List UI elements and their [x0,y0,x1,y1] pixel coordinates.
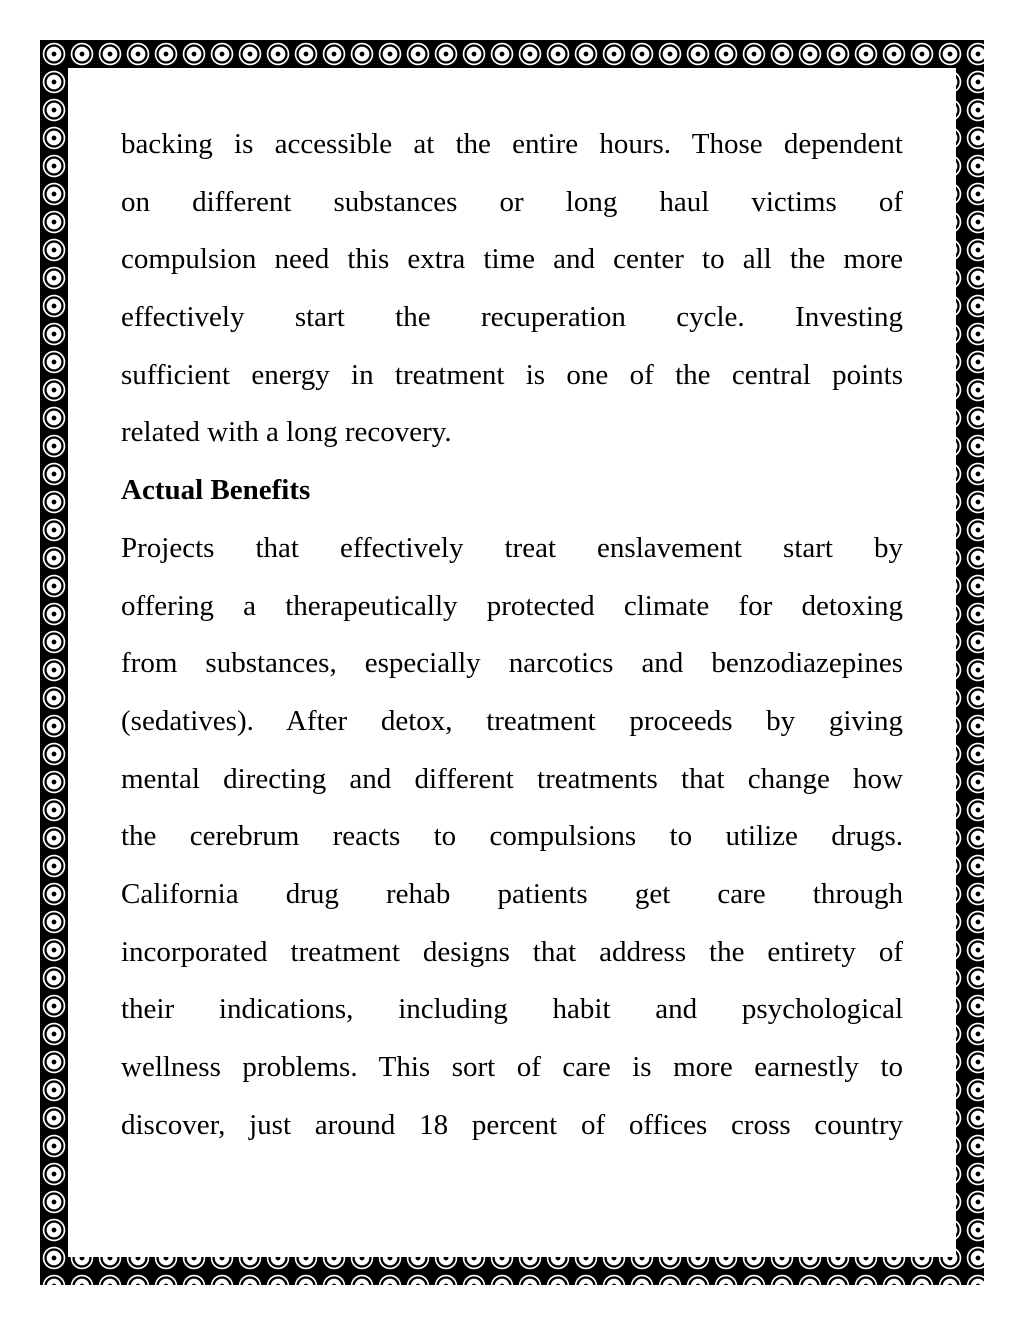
text-line: Projects that effectively treat enslavement start by [121,531,903,564]
paragraph-1 [121,116,903,462]
text-line: wellness problems. This sort of care is more earnestly to [121,1051,903,1084]
text-line: incorporated treatment designs that address the entirety of [121,935,903,968]
section-heading: Actual Benefits [121,474,311,507]
paragraph-2 [121,520,903,1155]
text-line: compulsion need this extra time and center to all the more [121,243,903,276]
document-body [121,116,903,1154]
text-line: backing is accessible at the entire hours. Those dependent [121,128,903,160]
text-line: their indications, including habit and psychological [121,993,903,1026]
text-line: (sedatives). After detox, treatment proceeds by giving [121,704,903,737]
text-line: on different substances or long haul victims of [121,185,903,218]
text-line: from substances, especially narcotics and benzodiazepines [121,647,903,680]
text-line: California drug rehab patients get care through [121,877,903,910]
text-line: offering a therapeutically protected climate for detoxing [121,589,903,622]
text-line: effectively start the recuperation cycle. Investing [121,301,903,334]
text-line: discover, just around 18 percent of offices cross country [121,1108,903,1141]
text-line: the cerebrum reacts to compulsions to utilize drugs. [121,820,903,853]
text-line: related with a long recovery. [121,416,452,449]
text-line: sufficient energy in treatment is one of the central points [121,358,903,391]
text-line: mental directing and different treatments that change how [121,762,903,795]
